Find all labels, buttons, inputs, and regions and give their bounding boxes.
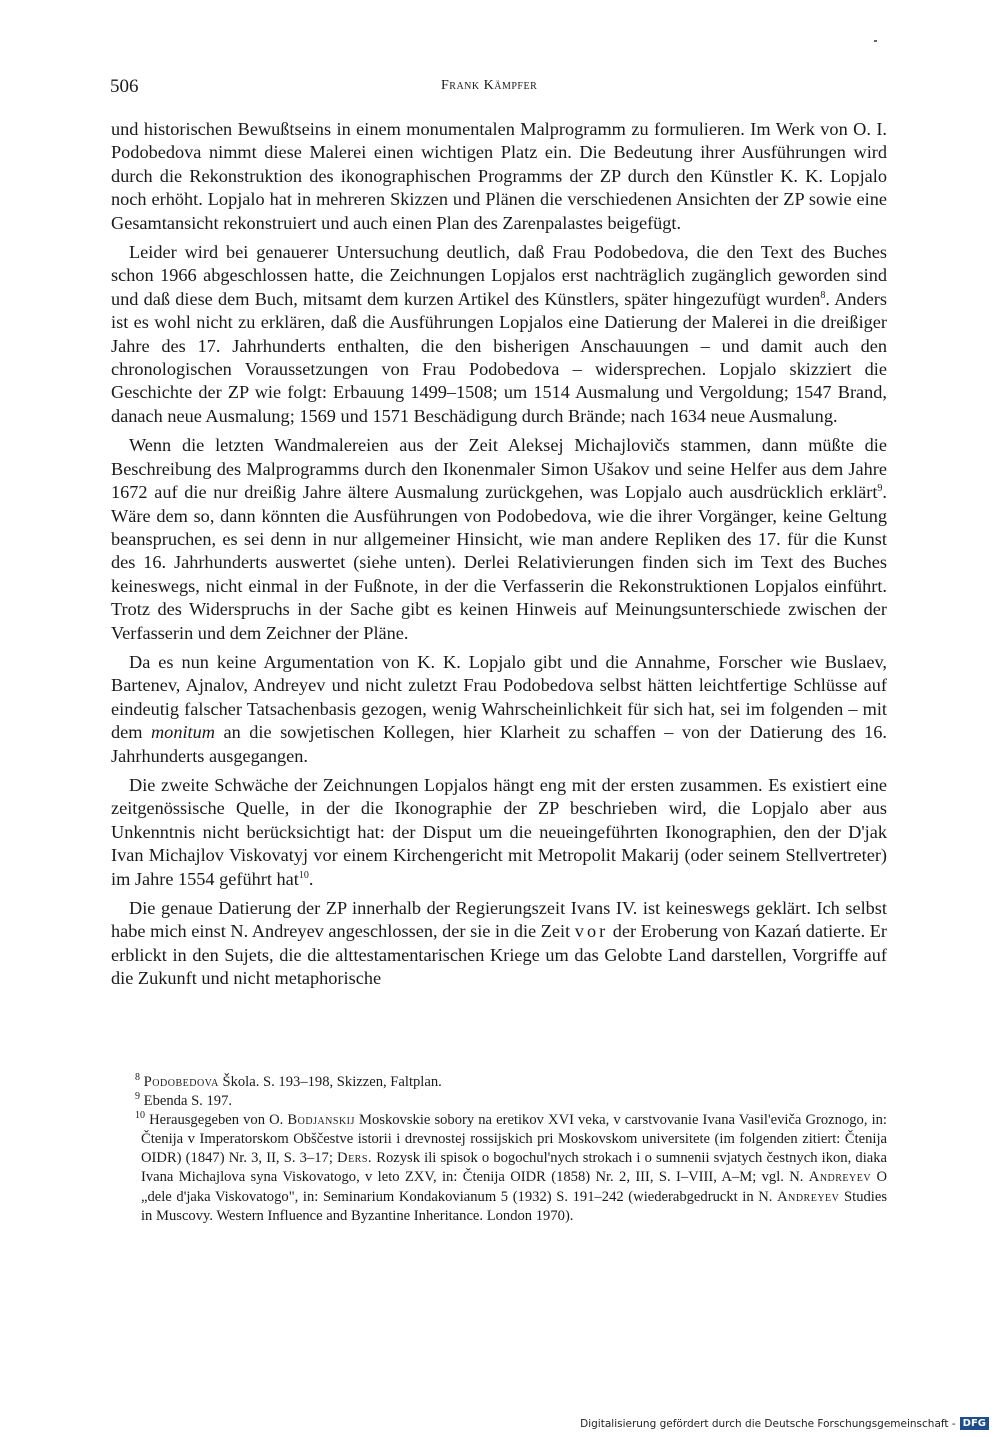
paragraph-4: Da es nun keine Argumentation von K. K. Lopjalo gibt und die Annahme, Forscher wie Buslaev, Bartenev, Ajnalov, Andreyev und nicht zuletzt Frau Podobedova selbst hätten leichtfertige Schlüsse auf eindeutig falscher Tatsachenbasis gezogen, wenig Wahrscheinlichkeit für sich hat, sei im folgenden – mit dem monitum an die sowjetischen Kollegen, hier Klarheit zu schaffen – von der Datierung des 16. Jahrhunderts ausgegangen.	[111, 651, 888, 766]
monitum-emphasis: monitum	[150, 722, 215, 743]
footnote-8: $^8$ Podobedova Škola. S. 193–198, Skizzen, Faltplan.	[135, 1072, 442, 1090]
body-text	[111, 118, 887, 997]
paragraph-1: und historischen Bewußtseins in einem monumentalen Malprogramm zu formulieren. Im Werk von O. I. Podobedova nimmt diese Malerei einen wichtigen Platz ein. Die Bedeutung ihrer Ausführungen wird durch die Rekonstruktion des ikonographischen Programms der ZP durch den Künstler K. K. Lopjalo noch erhöht. Lopjalo hat in mehreren Skizzen und Plänen die verschiedenen Ansichten der ZP sowie eine Gesamtansicht rekonstruiert und auch einen Plan des Zarenpalastes beigefügt.	[111, 119, 887, 233]
funding-notice	[580, 1417, 989, 1430]
footnote-9: $^9$ Ebenda S. 197.	[135, 1091, 233, 1110]
footnote-ref-8[interactable]: 8	[820, 289, 826, 301]
scan-speck	[874, 40, 877, 42]
spaced-emphasis: vor	[574, 921, 609, 942]
footnote-ref-10[interactable]: 10	[298, 869, 309, 881]
paragraph-5: Die zweite Schwäche der Zeichnungen Lopjalos hängt eng mit der ersten zusammen. Es existiert eine zeitgenössische Quelle, in der die Ikonographie der ZP beschrieben wird, die Lopjalo aber aus Unkenntnis nicht berücksichtigt hat: der Disput um die neueingeführten Ikonographien, den der D'jak Ivan Michajlov Viskovatyj vor einem Kirchengericht mit Metropolit Makarij (oder seinem Stellvertreter) im Jahre 1554 geführt hat$^{10}$.	[111, 774, 887, 889]
paragraph-3: Wenn die letzten Wandmalereien aus der Zeit Aleksej Michajlovičs stammen, dann müßte die Beschreibung des Malprogramms durch den Ikonenmaler Simon Ušakov und seine Helfer aus dem Jahre 1672 auf die nur dreißig Jahre ältere Ausmalung zurückgehen, was Lopjalo auch ausdrücklich erklärt$^9$. Wäre dem so, dann könnten die Ausführungen von Podobedova, wie die ihrer Vorgänger, keine Geltung beanspruchen, es sei denn in nur allgemeiner Hinsicht, wie man andere Repliken des 17. für die Kunst des 16. Jahrhunderts auswertet (siehe unten). Derlei Relativierungen finden sich im Text des Buches keineswegs, nicht einmal in der Fußnote, in der die Verfasserin die Rekonstruktionen Lopjalos einführt. Trotz des Widerspruchs in der Sache gibt es keinen Hinweis auf Meinungsunterschiede zwischen der Verfasserin und dem Zeichner der Pläne.	[111, 435, 887, 643]
footnote-ref-9[interactable]: 9	[877, 483, 883, 494]
paragraph-2: Leider wird bei genauerer Untersuchung deutlich, daß Frau Podobedova, die den Text des Buches schon 1966 abgeschlossen hatte, die Zeichnungen Lopjalos erst nachträglich zugänglich geworden sind und daß diese dem Buch, mitsamt dem kurzen Artikel des Künstlers, später hingezufügt wurden$^8$. Anders ist es wohl nicht zu erklären, daß die Ausführungen Lopjalos eine Datierung der Malerei in die dreißiger Jahre des 17. Jahrhunderts enthalten, die den bisherigen Anschauungen – und damit auch den chronologischen Voraussetzungen von Frau Podobedova – widersprechen. Lopjalo skizziert die Geschichte der ZP wie folgt: Erbauung 1499–1508; um 1514 Ausmalung und Vergoldung; 1547 Brand, danach neue Ausmalung; 1569 und 1571 Beschädigung durch Brände; nach 1634 neue Ausmalung.	[111, 242, 887, 426]
paragraph-6: Die genaue Datierung der ZP innerhalb der Regierungszeit Ivans IV. ist keineswegs geklärt. Ich selbst habe mich einst N. Andreyev angeschlossen, der sie in die Zeit vor der Eroberung von Kazań datierte. Er erblickt in den Sujets, die die alttestamentarischen Kriege um das Gelobte Land darstellen, Vorgriffe auf die Zukunft und nicht metaphorische	[111, 898, 887, 989]
funding-text: Digitalisierung gefördert durch die Deutsche Forschungsgemeinschaft -	[580, 1417, 956, 1430]
footnote-10: $^{10}$ Herausgegeben von O. Bodjanskij Moskovskie sobory na eretikov XVI veka, v carstvovanie Ivana Vasil'eviča Groznogo, in: Čtenija v Imperatorskom Obščestve istorii i drevnostej rossijskich pri Moskovskom universitete (im folgenden zitiert: Čtenija OIDR) (1847) Nr. 3, II, S. 3–17; Ders. Rozysk ili spisok o bogochul'nych strokach i o sumnenii svjatych čestnych ikon, diaka Ivana Michajlova syna Viskovatogo, v leto ZXV, in: Čtenija OIDR (1858) Nr. 2, III, S. I–VIII, A–M; vgl. N. Andreyev O „dele d'jaka Viskovatogo", in: Seminarium Kondakovianum 5 (1932) S. 191–242 (wiederabgedruckt in N. Andreyev Studies in Muscovy. Western Influence and Byzantine Inheritance. London 1970).	[135, 1110, 887, 1224]
footnotes	[111, 1073, 887, 1226]
running-head: Frank Kämpfer	[441, 78, 538, 93]
dfg-logo[interactable]: DFG	[960, 1417, 989, 1430]
page-number: 506	[110, 76, 139, 97]
